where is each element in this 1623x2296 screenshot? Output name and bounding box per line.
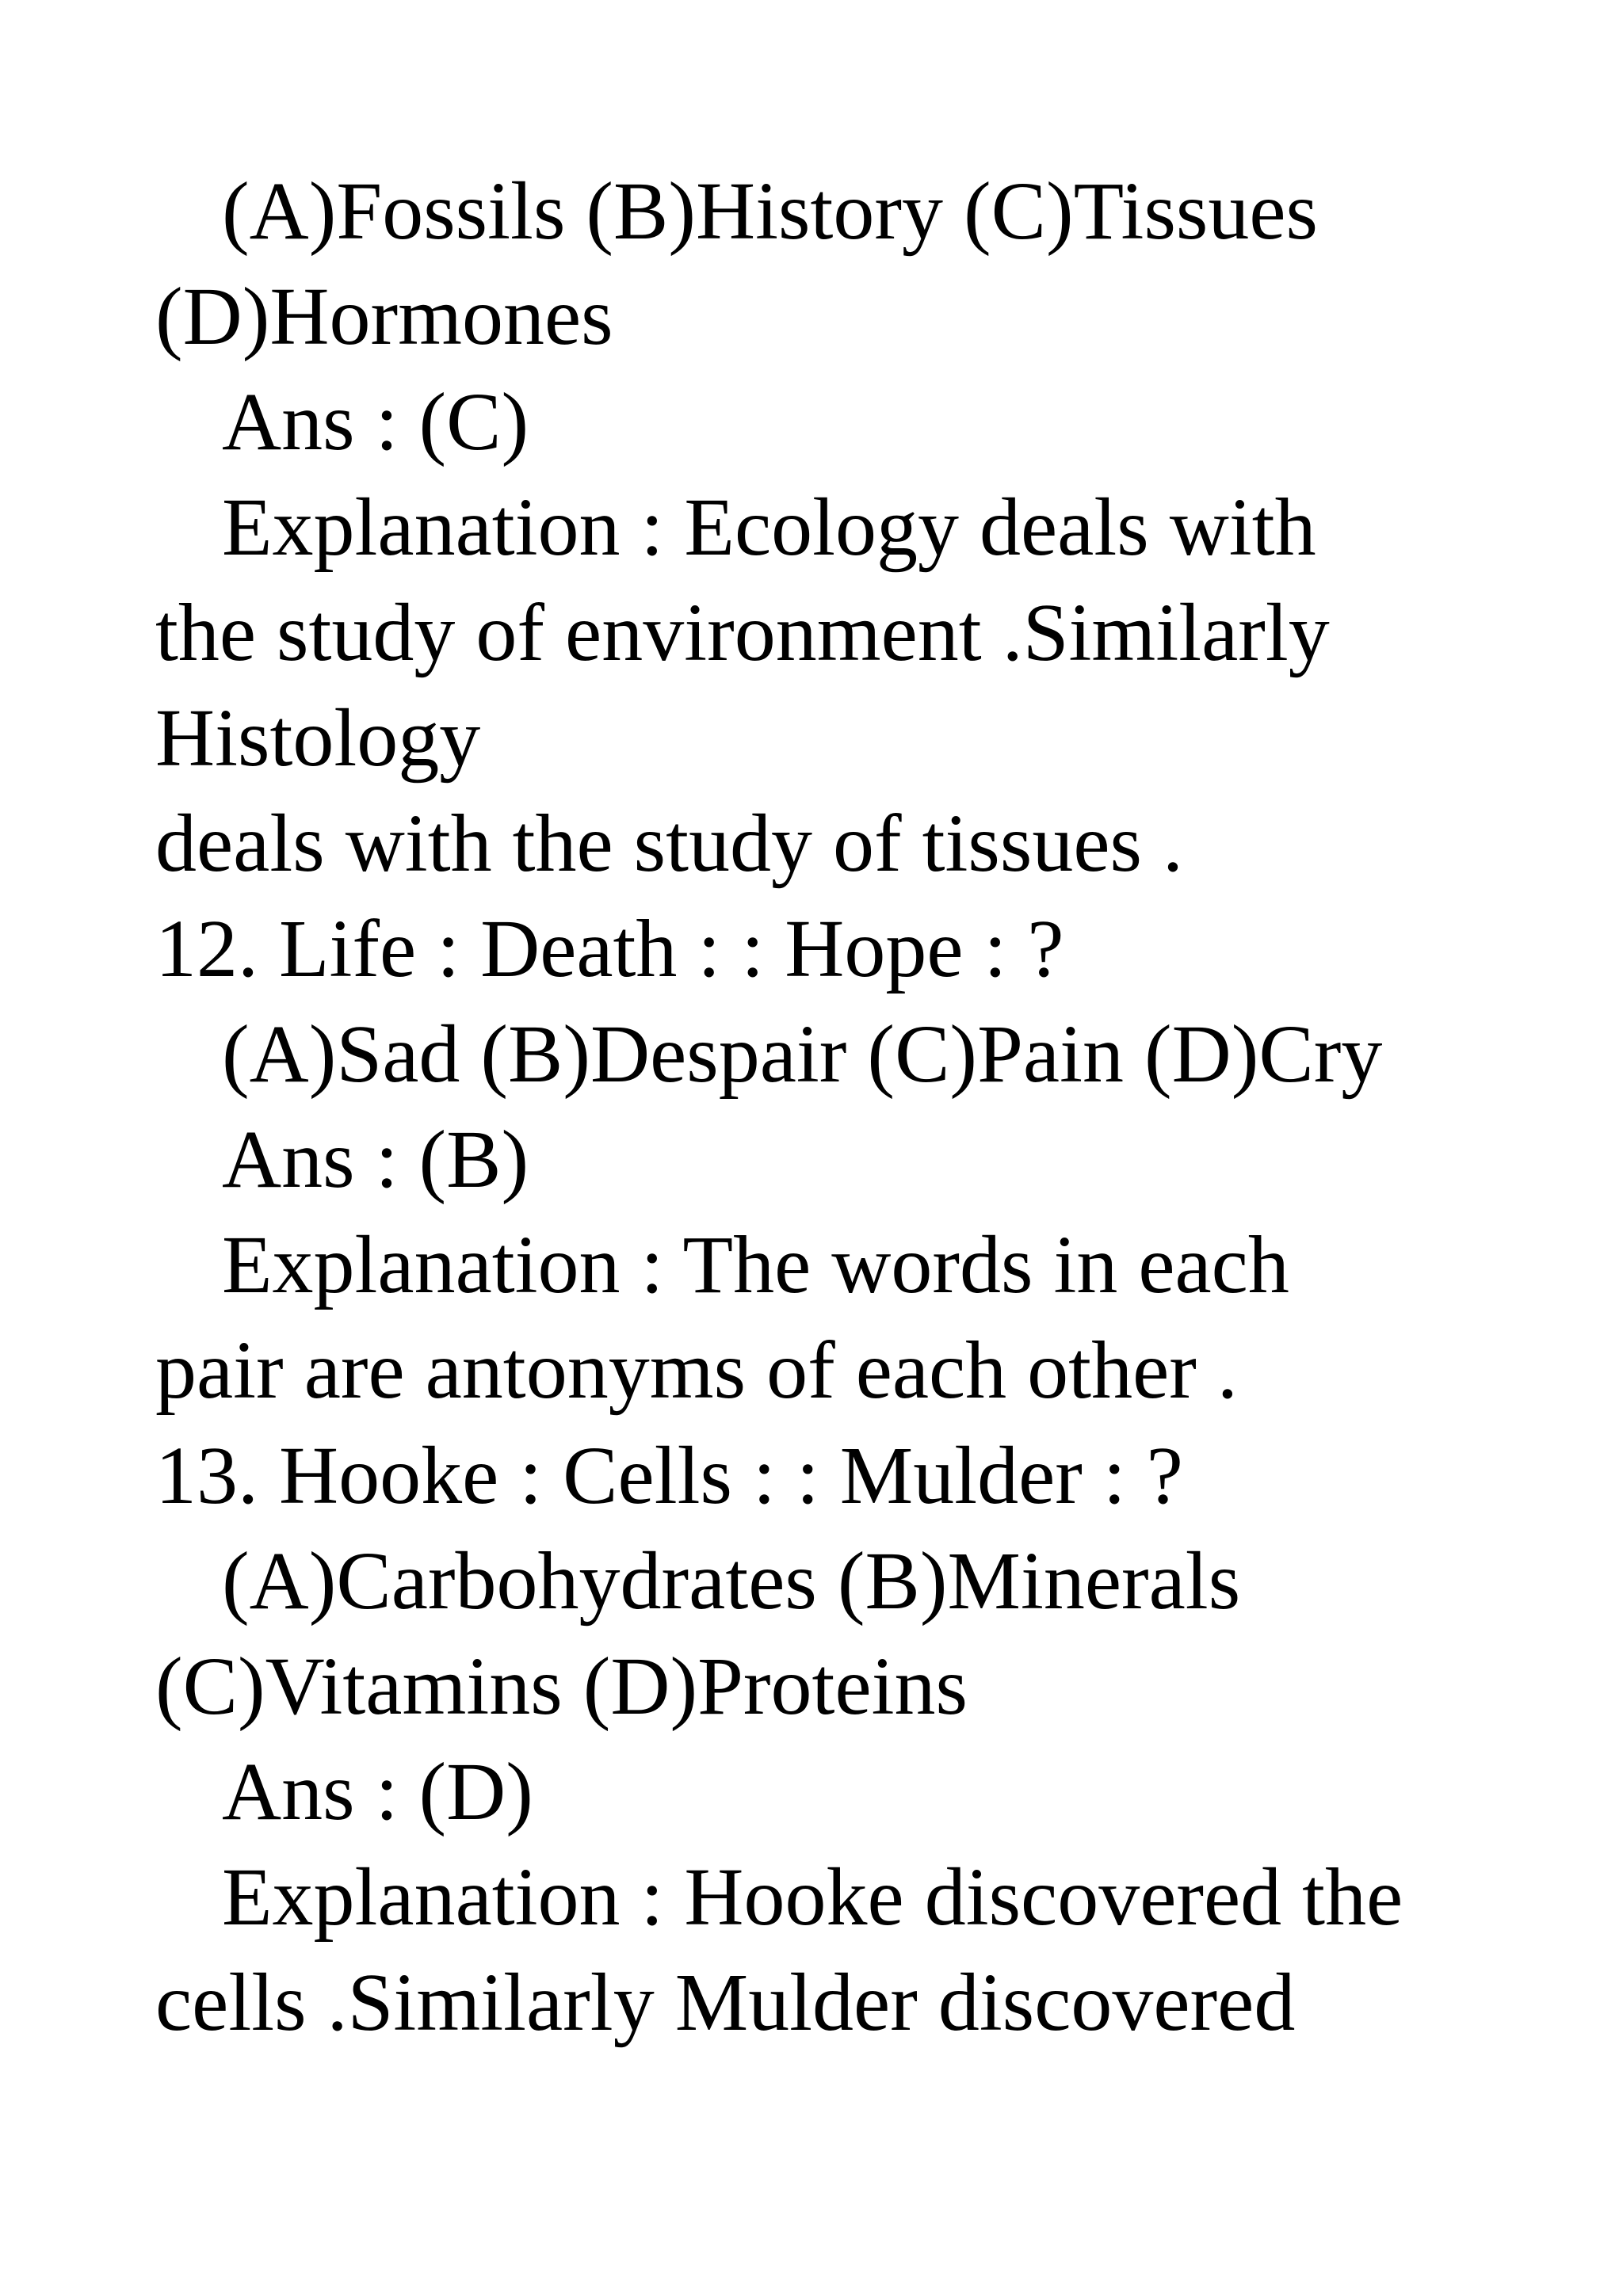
- q11-options-line-2: (D)Hormones: [155, 271, 613, 362]
- q13-explanation-line-1: Explanation : Hooke discovered the: [222, 1852, 1403, 1943]
- q12-question: 12. Life : Death : : Hope : ?: [155, 903, 1064, 994]
- q13-answer: Ans : (D): [222, 1746, 533, 1837]
- q11-explanation-line-4: deals with the study of tissues .: [155, 798, 1184, 889]
- q12-options: (A)Sad (B)Despair (C)Pain (D)Cry: [222, 1009, 1383, 1100]
- q11-explanation-line-3: Histology: [155, 692, 481, 784]
- q12-explanation-line-2: pair are antonyms of each other .: [155, 1325, 1238, 1416]
- q11-explanation-line-2: the study of environment .Similarly: [155, 587, 1330, 678]
- q11-explanation-line-1: Explanation : Ecology deals with: [222, 482, 1316, 573]
- q13-explanation-line-2: cells .Similarly Mulder discovered: [155, 1957, 1296, 2048]
- q12-explanation-line-1: Explanation : The words in each: [222, 1219, 1289, 1310]
- q11-answer: Ans : (C): [222, 376, 529, 467]
- q11-options-line-1: (A)Fossils (B)History (C)Tissues: [222, 166, 1319, 257]
- document-text: [155, 158, 1503, 2055]
- q13-options-line-2: (C)Vitamins (D)Proteins: [155, 1641, 968, 1732]
- q12-answer: Ans : (B): [222, 1114, 529, 1205]
- q13-question: 13. Hooke : Cells : : Mulder : ?: [155, 1430, 1183, 1521]
- q13-options-line-1: (A)Carbohydrates (B)Minerals: [222, 1535, 1241, 1627]
